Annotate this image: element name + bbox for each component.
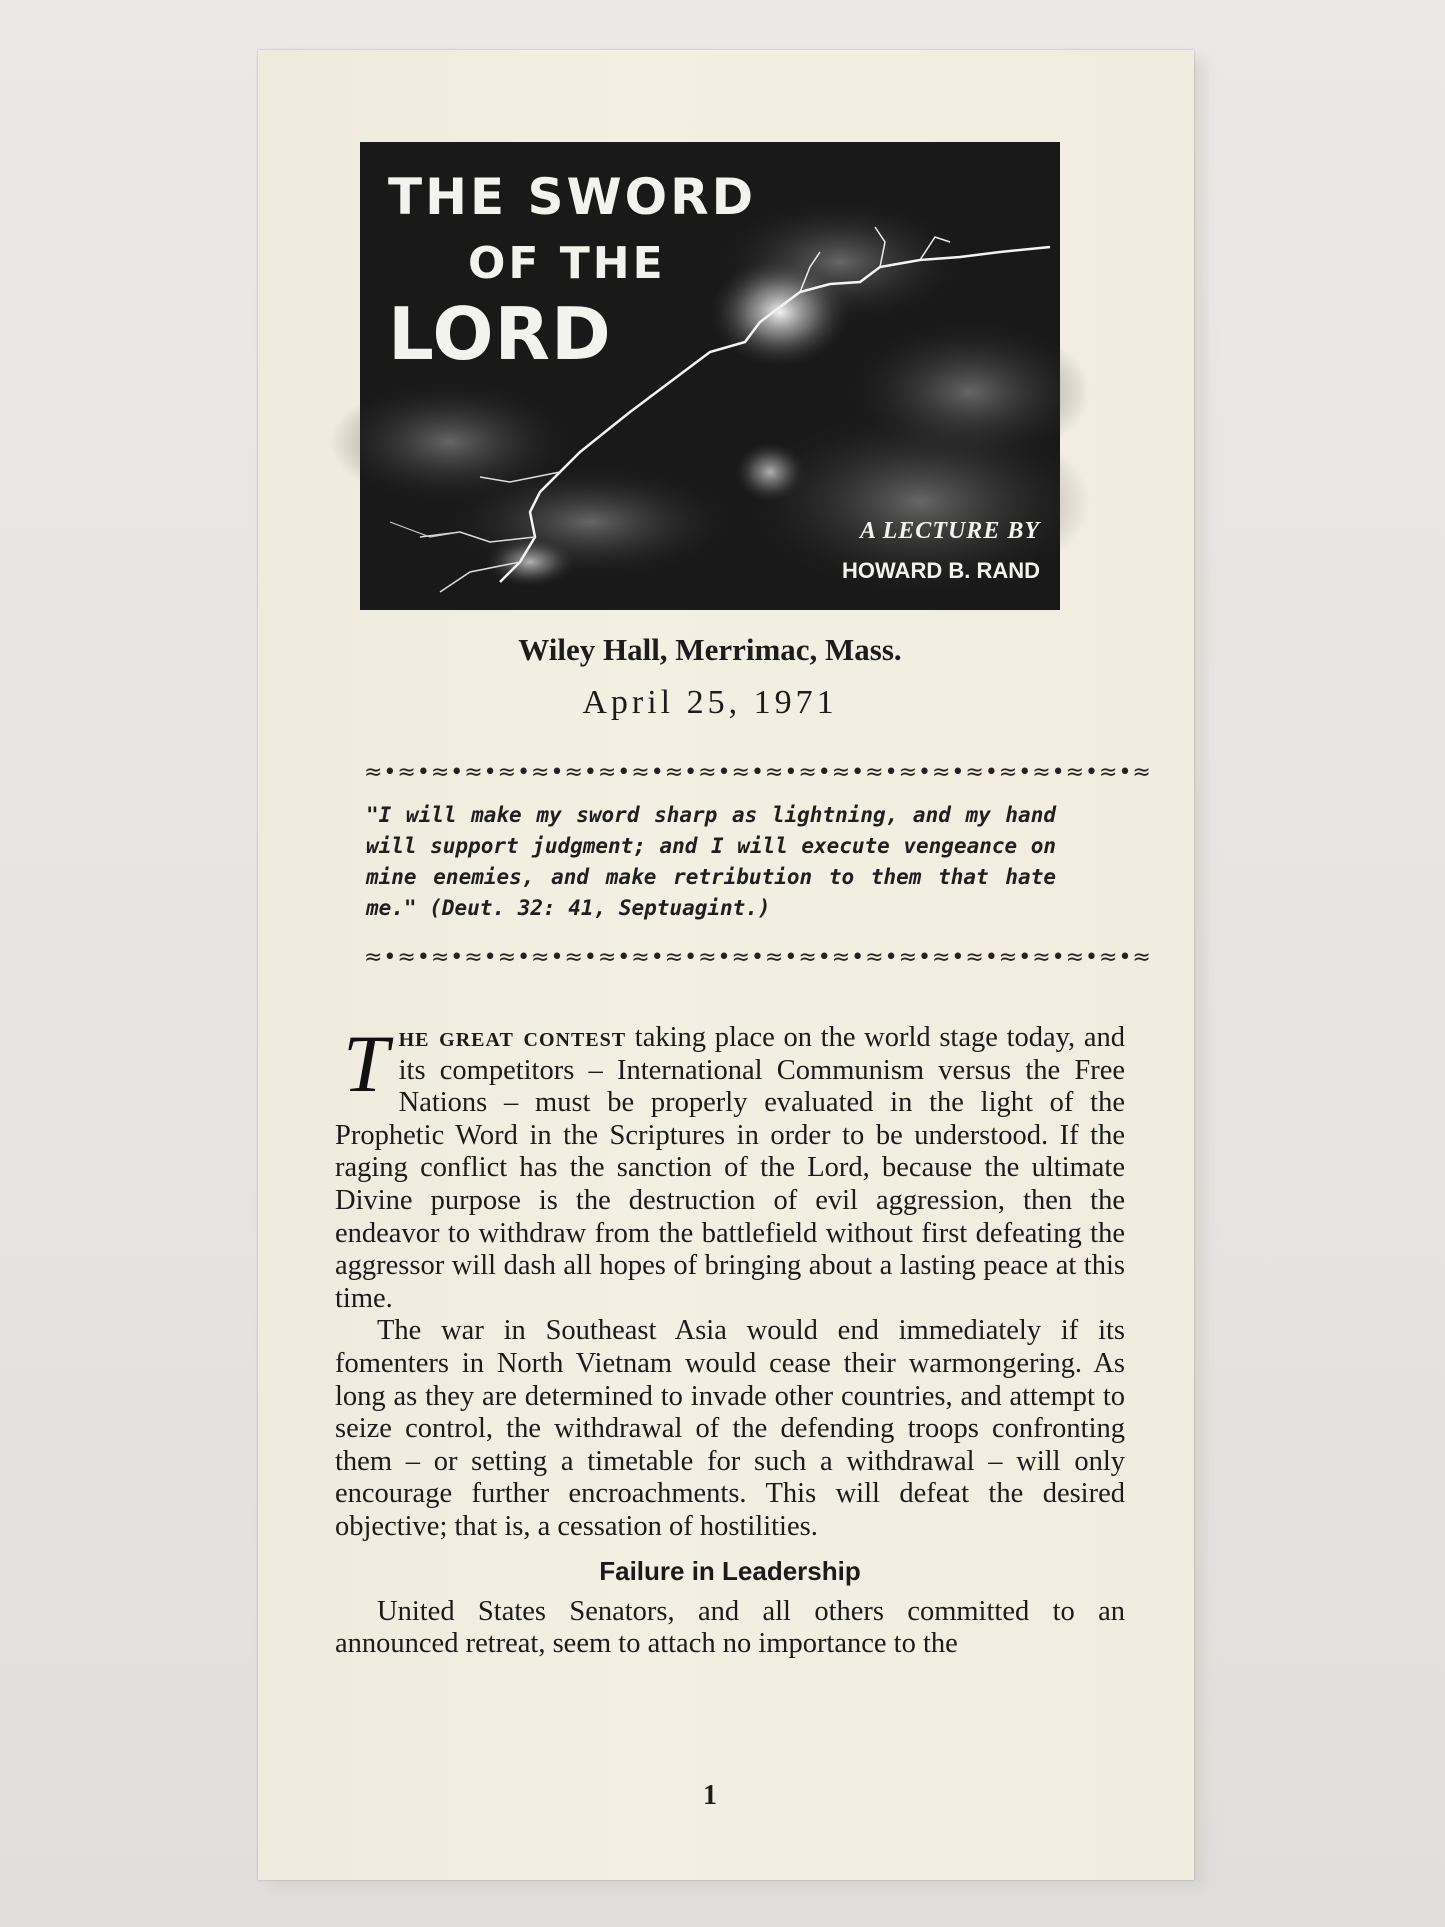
cover-title-line2: OF THE xyxy=(468,238,666,289)
lecture-by-label: A LECTURE BY xyxy=(859,518,1040,544)
paragraph-1-text: taking place on the world stage today, and its competitors – International Communism versus the Free Nations – must be properly evaluated in the light of the Prophetic Word in the Scriptures in order to be understood. If the raging conflict has the sanction of the Lord, because the ultimate Divine purpose is the destruction of evil aggression, then the endeavor to withdraw from the battlefield without first defeating the aggressor will dash all hopes of bringing about a lasting peace at this time. xyxy=(335,1022,1125,1314)
paragraph-2: The war in Southeast Asia would end immediately if its fomenters in North Vietnam would cease their warmongering. As long as they are determined to invade other countries, and attempt to seize control, the withdrawal of the defending troops confronting them – or setting a timetable for such a withdrawal – will only encourage further encroachments. This will defeat the desired objective; that is, a cessation of hostilities. xyxy=(335,1315,1125,1542)
cover-title-line1: THE SWORD xyxy=(388,168,757,226)
lead-in: he great contest xyxy=(398,1022,627,1053)
drop-cap: T xyxy=(343,1018,389,1109)
lecture-date: April 25, 1971 xyxy=(582,684,838,721)
venue: Wiley Hall, Merrimac, Mass. xyxy=(518,632,902,667)
ornament-divider-top: ≈•≈•≈•≈•≈•≈•≈•≈•≈•≈•≈•≈•≈•≈•≈•≈•≈•≈•≈•≈•≈•≈•≈•≈ xyxy=(364,760,1152,785)
paragraph-1 xyxy=(335,1018,1125,1315)
body-text xyxy=(335,1018,1125,1661)
author-name: HOWARD B. RAND xyxy=(842,558,1040,583)
section-heading: Failure in Leadership xyxy=(599,1555,861,1586)
page-number: 1 xyxy=(703,1780,717,1811)
paragraph-3: United States Senators, and all others committed to an announced retreat, seem to attach no importance to the xyxy=(335,1595,1125,1660)
epigraph-quote: "I will make my sword sharp as lightning, and my hand will support judgment; and I will execute vengeance on mine enemies, and make retribution to them that hate me." (Deut. 32: 41, Septuagint.) xyxy=(366,803,1056,920)
cover-illustration xyxy=(360,142,1060,610)
ornament-divider-bottom: ≈•≈•≈•≈•≈•≈•≈•≈•≈•≈•≈•≈•≈•≈•≈•≈•≈•≈•≈•≈•≈•≈•≈•≈ xyxy=(364,945,1152,970)
cover-title-line3: LORD xyxy=(388,292,612,376)
